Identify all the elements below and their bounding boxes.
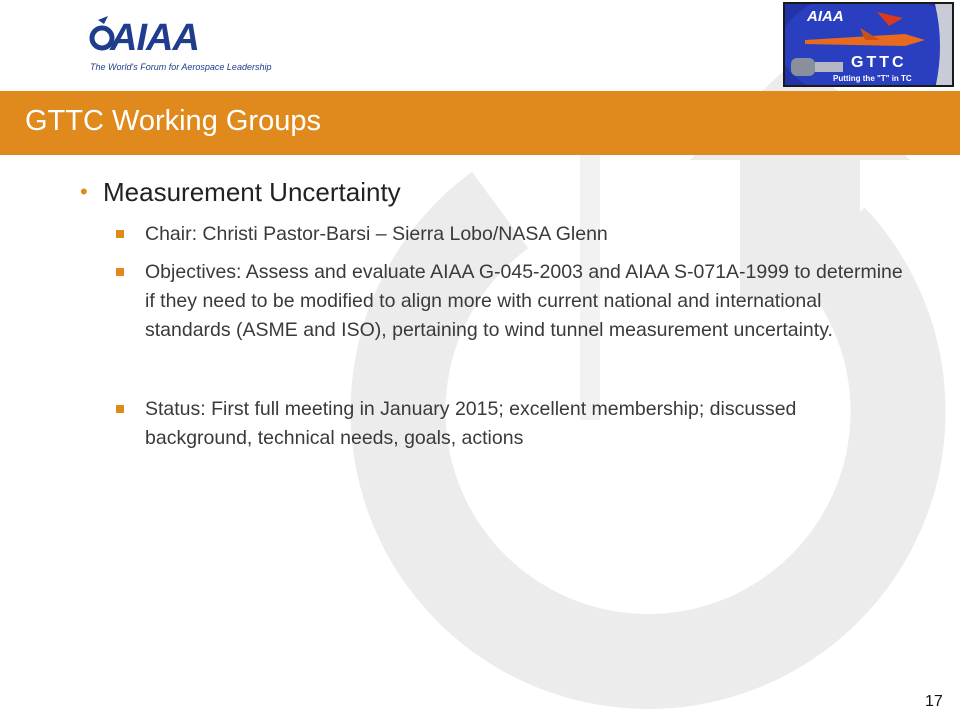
slide-title: GTTC Working Groups xyxy=(25,105,321,137)
title-bar xyxy=(0,91,960,155)
list-item-status: Status: First full meeting in January 2015; excellent membership; discussed background, technical needs, goals, actions xyxy=(145,398,797,449)
square-bullet-icon xyxy=(116,230,124,238)
square-bullet-icon xyxy=(116,405,124,413)
list-item-objectives: Objectives: Assess and evaluate AIAA G-045-2003 and AIAA S-071A-1999 to determine if they need to be modified to align more with current national and international standards (ASME and ISO), pertaining to wind tunnel measurement uncertainty. xyxy=(145,261,903,341)
bullet-dot-icon: • xyxy=(80,179,88,204)
badge-aiaa-logo: AIAA xyxy=(807,8,844,25)
badge-title: GTTC xyxy=(851,54,907,71)
page-number: 17 xyxy=(925,693,943,710)
aiaa-wordmark: AIAA xyxy=(110,17,199,59)
gttc-badge xyxy=(783,2,954,87)
badge-tagline: Putting the "T" in TC xyxy=(833,74,912,83)
square-bullet-icon xyxy=(116,268,124,276)
section-heading: Measurement Uncertainty xyxy=(103,177,401,207)
list-item-chair: Chair: Christi Pastor-Barsi – Sierra Lobo/NASA Glenn xyxy=(145,223,608,245)
aiaa-tagline: The World's Forum for Aerospace Leadership xyxy=(90,62,272,72)
